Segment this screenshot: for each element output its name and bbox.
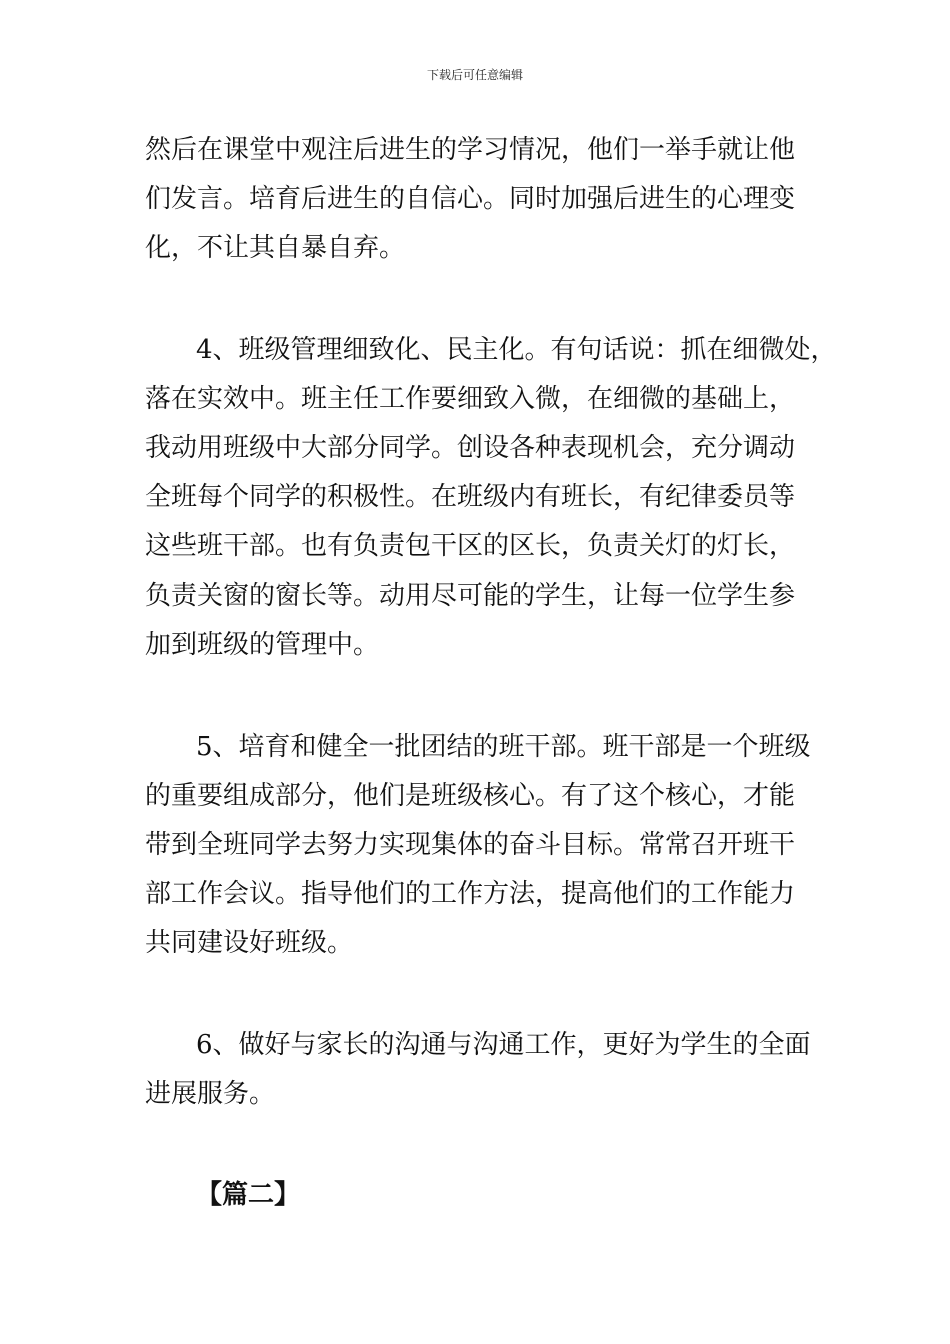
- paragraph-line: 化，不让其自暴自弃。: [145, 233, 406, 263]
- item6-line: 进展服务。: [145, 1079, 276, 1109]
- item4-first-line: 4、班级管理细致化、民主化。有句话说：抓在细微处，: [196, 335, 837, 365]
- item4-line: 这些班干部。也有负责包干区的区长，负责关灯的灯长，: [145, 531, 796, 561]
- paragraph-line: 然后在课堂中观注后进生的学习情况，他们一举手就让他: [145, 135, 796, 165]
- item5-line: 部工作会议。指导他们的工作方法，提高他们的工作能力: [145, 879, 796, 909]
- item5-line: 共同建设好班级。: [145, 928, 354, 958]
- item4-line: 全班每个同学的积极性。在班级内有班长，有纪律委员等: [145, 482, 796, 512]
- item5-line: 的重要组成部分，他们是班级核心。有了这个核心，才能: [145, 781, 796, 811]
- item6-first-line: 6、做好与家长的沟通与沟通工作，更好为学生的全面: [196, 1030, 811, 1060]
- item4-line: 加到班级的管理中。: [145, 630, 380, 660]
- item5-line: 带到全班同学去努力实现集体的奋斗目标。常常召开班干: [145, 830, 796, 860]
- paragraph-line: 们发言。培育后进生的自信心。同时加强后进生的心理变: [145, 184, 796, 214]
- item5-first-line: 5、培育和健全一批团结的班干部。班干部是一个班级: [196, 732, 811, 762]
- page-header-note: 下载后可任意编辑: [426, 68, 523, 82]
- item4-line: 落在实效中。班主任工作要细致入微，在细微的基础上，: [145, 384, 796, 414]
- item4-line: 我动用班级中大部分同学。创设各种表现机会，充分调动: [145, 433, 796, 463]
- section-heading: 【篇二】: [196, 1180, 301, 1210]
- item4-line: 负责关窗的窗长等。动用尽可能的学生，让每一位学生参: [145, 581, 796, 611]
